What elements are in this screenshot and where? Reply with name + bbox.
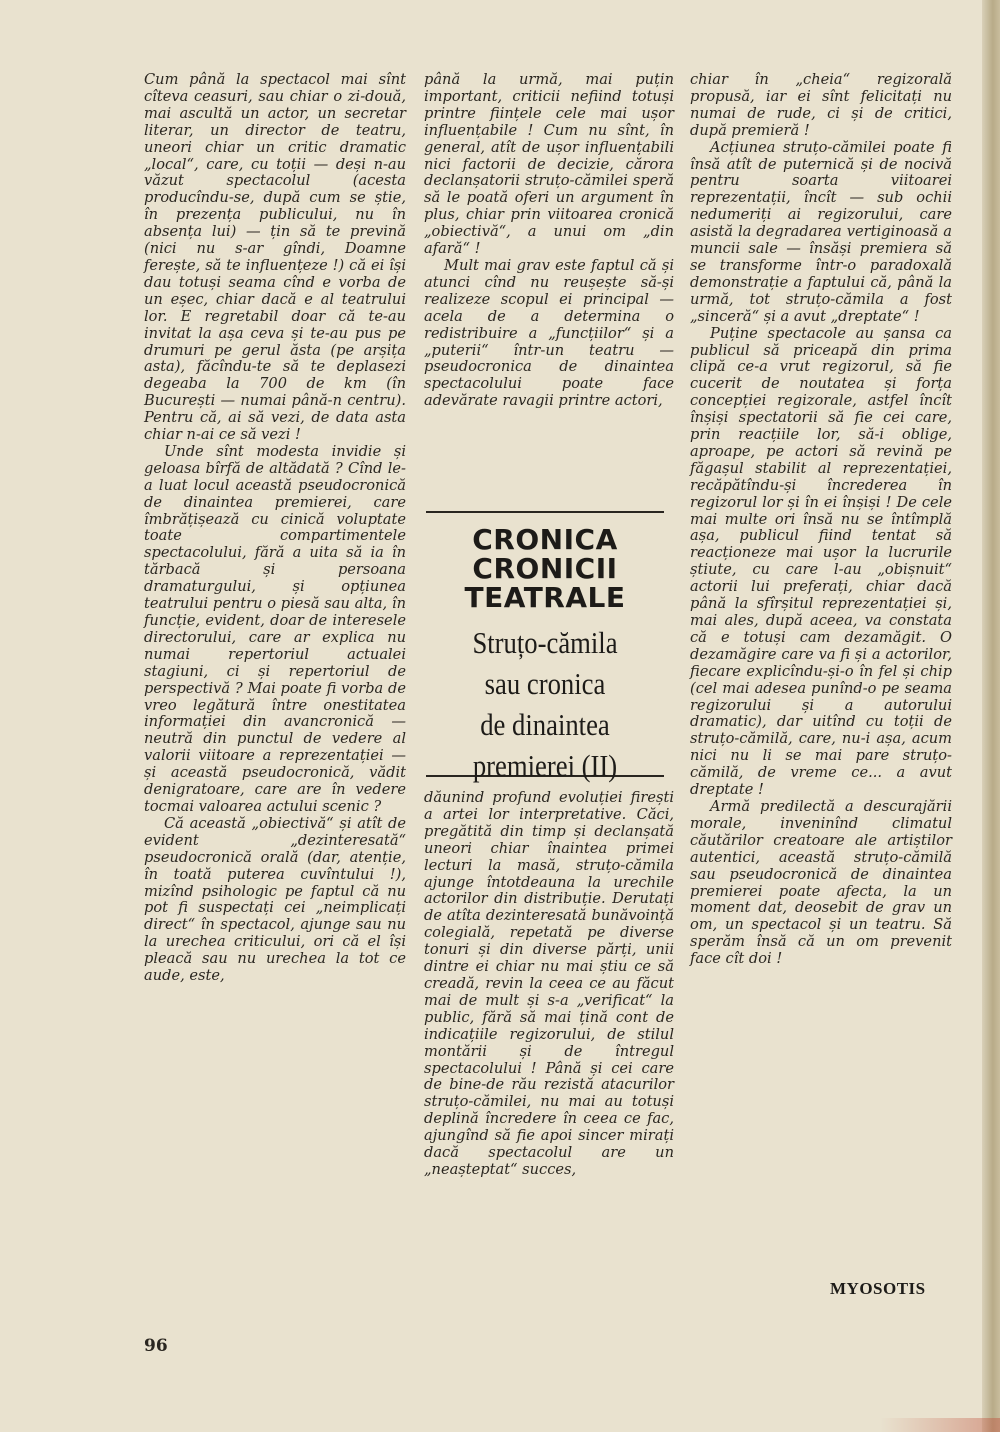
rubric-heading	[426, 525, 664, 612]
page-number: 96	[144, 1336, 168, 1356]
paragraph: Mult mai grav este faptul că și atunci cînd nu reușește să-și realizeze scopul ei principal — acela de a determina o redistribuire a „funcțiilor“ și a „puterii“ într-un teatru — pseudocronica de dinaintea spectacolului poate face adevărate ravagii printre actori,	[424, 256, 674, 410]
article-column-3	[690, 72, 952, 968]
article-column-1	[144, 72, 406, 985]
title-line: sau cronica	[484, 666, 606, 701]
title-line: de dinaintea	[480, 707, 610, 742]
page-edge-shadow	[982, 0, 1000, 1432]
paragraph: Acțiunea struțo-cămilei poate fi însă atît de puternică și de nocivă pentru soarta viitoarei reprezentații, încît — sub ochii nedumeriți ai regizorului, care asistă la degradarea vertiginoasă a muncii sale — însăși premiera să se transforme într-o paradoxală demonstrație a faptului că, până la urmă, tot struțo-cămila a fost „sinceră“ și a avut „dreptate“ !	[690, 138, 952, 325]
paragraph: Armă predilectă a descurajării morale, inveninînd climatul căutărilor creatoare ale artiștilor autentici, această struțo-cămilă sau pseudocronică de dinaintea premierei poate afecta, la un moment dat, deosebit de grav un om, un spectacol și un teatru. Să sperăm însă că un om prevenit face cît doi !	[690, 797, 952, 968]
article-title-box	[426, 511, 664, 783]
article-column-2-top	[424, 72, 674, 410]
author-signature: MYOSOTIS	[830, 1279, 926, 1298]
paragraph: dăunind profund evoluției firești a artei lor interpretative. Căci, pregătită din timp și declanșată uneori chiar înaintea primei lecturi la masă, struțo-cămila ajunge întotdeauna la urechile actorilor din distribuție. Derutați de atîta dezinteresată bunăvoință colegială, repetată pe diverse tonuri și din diverse părți, unii dintre ei chiar nu mai știu ce să creadă, revin la ceea ce au făcut mai de mult și s-a „verificat“ la public, fără să mai țină cont de indicațiile regizorului, de stilul montării și de întregul spectacolului ! Până și cei care de bine-de rău rezistă atacurilor struțo-cămilei, nu mai au totuși deplină încredere în ceea ce fac, ajungînd să fie apoi sincer mirați dacă spectacolul are un „neașteptat“ succes,	[424, 789, 674, 1178]
article-title	[443, 622, 648, 786]
title-line: premierei (II)	[472, 748, 618, 783]
rubric-line: CRONICII	[472, 552, 618, 585]
article-column-2-bottom	[424, 790, 674, 1179]
paragraph: Cum până la spectacol mai sînt cîteva ceasuri, sau chiar o zi-două, mai ascultă un actor, un secretar literar, un director de teatru, uneori chiar un critic dramatic „local“, care, cu toții — deși n-au văzut spectacolul (acesta producîndu-se, după cum se știe, în prezența publicului, nu în absența lui) — țin să te prevină (nici nu s-ar gîndi, Doamne ferește, să te influențeze !) că ei își dau totuși seama cînd e vorba de un eșec, chiar dacă e al teatrului lor. E regretabil doar că te-au invitat la așa ceva și te-au pus pe drumuri pe gerul ăsta (pe arșița asta), făcîndu-te să te deplasezi degeaba la 700 de km (în București — numai până-n centru). Pentru că, ai să vezi, de data asta chiar n-ai ce să vezi !	[144, 71, 406, 444]
paragraph: Puține spectacole au șansa ca publicul să priceapă din prima clipă ce-a vrut regizorul, să fie cucerit de noutatea și forța concepției regizorale, astfel încît înșiși spectatorii să fie cei care, prin reacțiile lor, să-i oblige, aproape, pe actori să revină pe făgașul stabilit al reprezentației, recăpătîndu-și încrederea în regizorul lor și în ei înșiși ! De cele mai multe ori însă nu se întîmplă așa, publicul fiind tentat să reacționeze mai ușor la lucrurile știute, cu care l-au „obișnuit“ actorii lui preferați, chiar dacă până la sfîrșitul reprezentației și, mai ales, după aceea, va constata că e totuși cam dezamăgit. O dezamăgire care va fi și a actorilor, fiecare explicîndu-și-o în fel și chip (cel mai adesea punînd-o pe seama regizorului și a autorului dramatic), dar uitînd cu toții de struțo-cămilă, care, nu-i așa, acum nici nu li se mai pare struțo-cămilă, de vreme ce... a avut dreptate !	[690, 324, 952, 799]
paragraph: Unde sînt modesta invidie și geloasa bîrfă de altădată ? Cînd le-a luat locul această pseudocronică de dinaintea premierei, care îmbrățișează cu cinică voluptate toate compartimentele spectacolului, fără a uita să ia în tărbacă și persoana dramaturgului, și opțiunea teatrului pentru o piesă sau alta, în funcție, evident, doar de interesele directorului, care ar explica nu numai repertoriul actualei stagiuni, ci și repertoriul de perspectivă ? Mai poate fi vorba de vreo legătură între onestitatea informației din avancronică — neutră din punctul de vedere al valorii viitoare a reprezentației — și această pseudocronică, vădit denigratoare, care are în vedere tocmai valoarea actului scenic ?	[144, 442, 406, 815]
paragraph: chiar în „cheia“ regizorală propusă, iar ei sînt felicitați nu numai de rude, ci și de critici, după premieră !	[690, 71, 952, 139]
paragraph: până la urmă, mai puțin important, criticii nefiind totuși printre ființele cele mai ușor influențabile ! Cum nu sînt, în general, atît de ușor influențabili nici factorii de decizie, cărora declanșatorii struțo-cămilei speră să le poată oferi un argument în plus, chiar prin viitoarea cronică „obiectivă“, a unui om „din afară“ !	[424, 71, 674, 258]
rubric-line: TEATRALE	[464, 581, 626, 614]
title-line: Struțo-cămila	[472, 625, 618, 660]
rubric-line: CRONICA	[472, 523, 618, 556]
page-stain	[880, 1418, 1000, 1432]
paragraph: Că această „obiectivă“ și atît de evident „dezinteresată“ pseudocronică orală (dar, atenție, în toată puterea cuvîntului !), mizînd psihologic pe faptul că nu pot fi suspectați cei „neimplicați direct“ în spectacol, ajunge sau nu la urechea criticului, ori că el își pleacă sau nu urechea la tot ce aude, este,	[144, 814, 406, 985]
